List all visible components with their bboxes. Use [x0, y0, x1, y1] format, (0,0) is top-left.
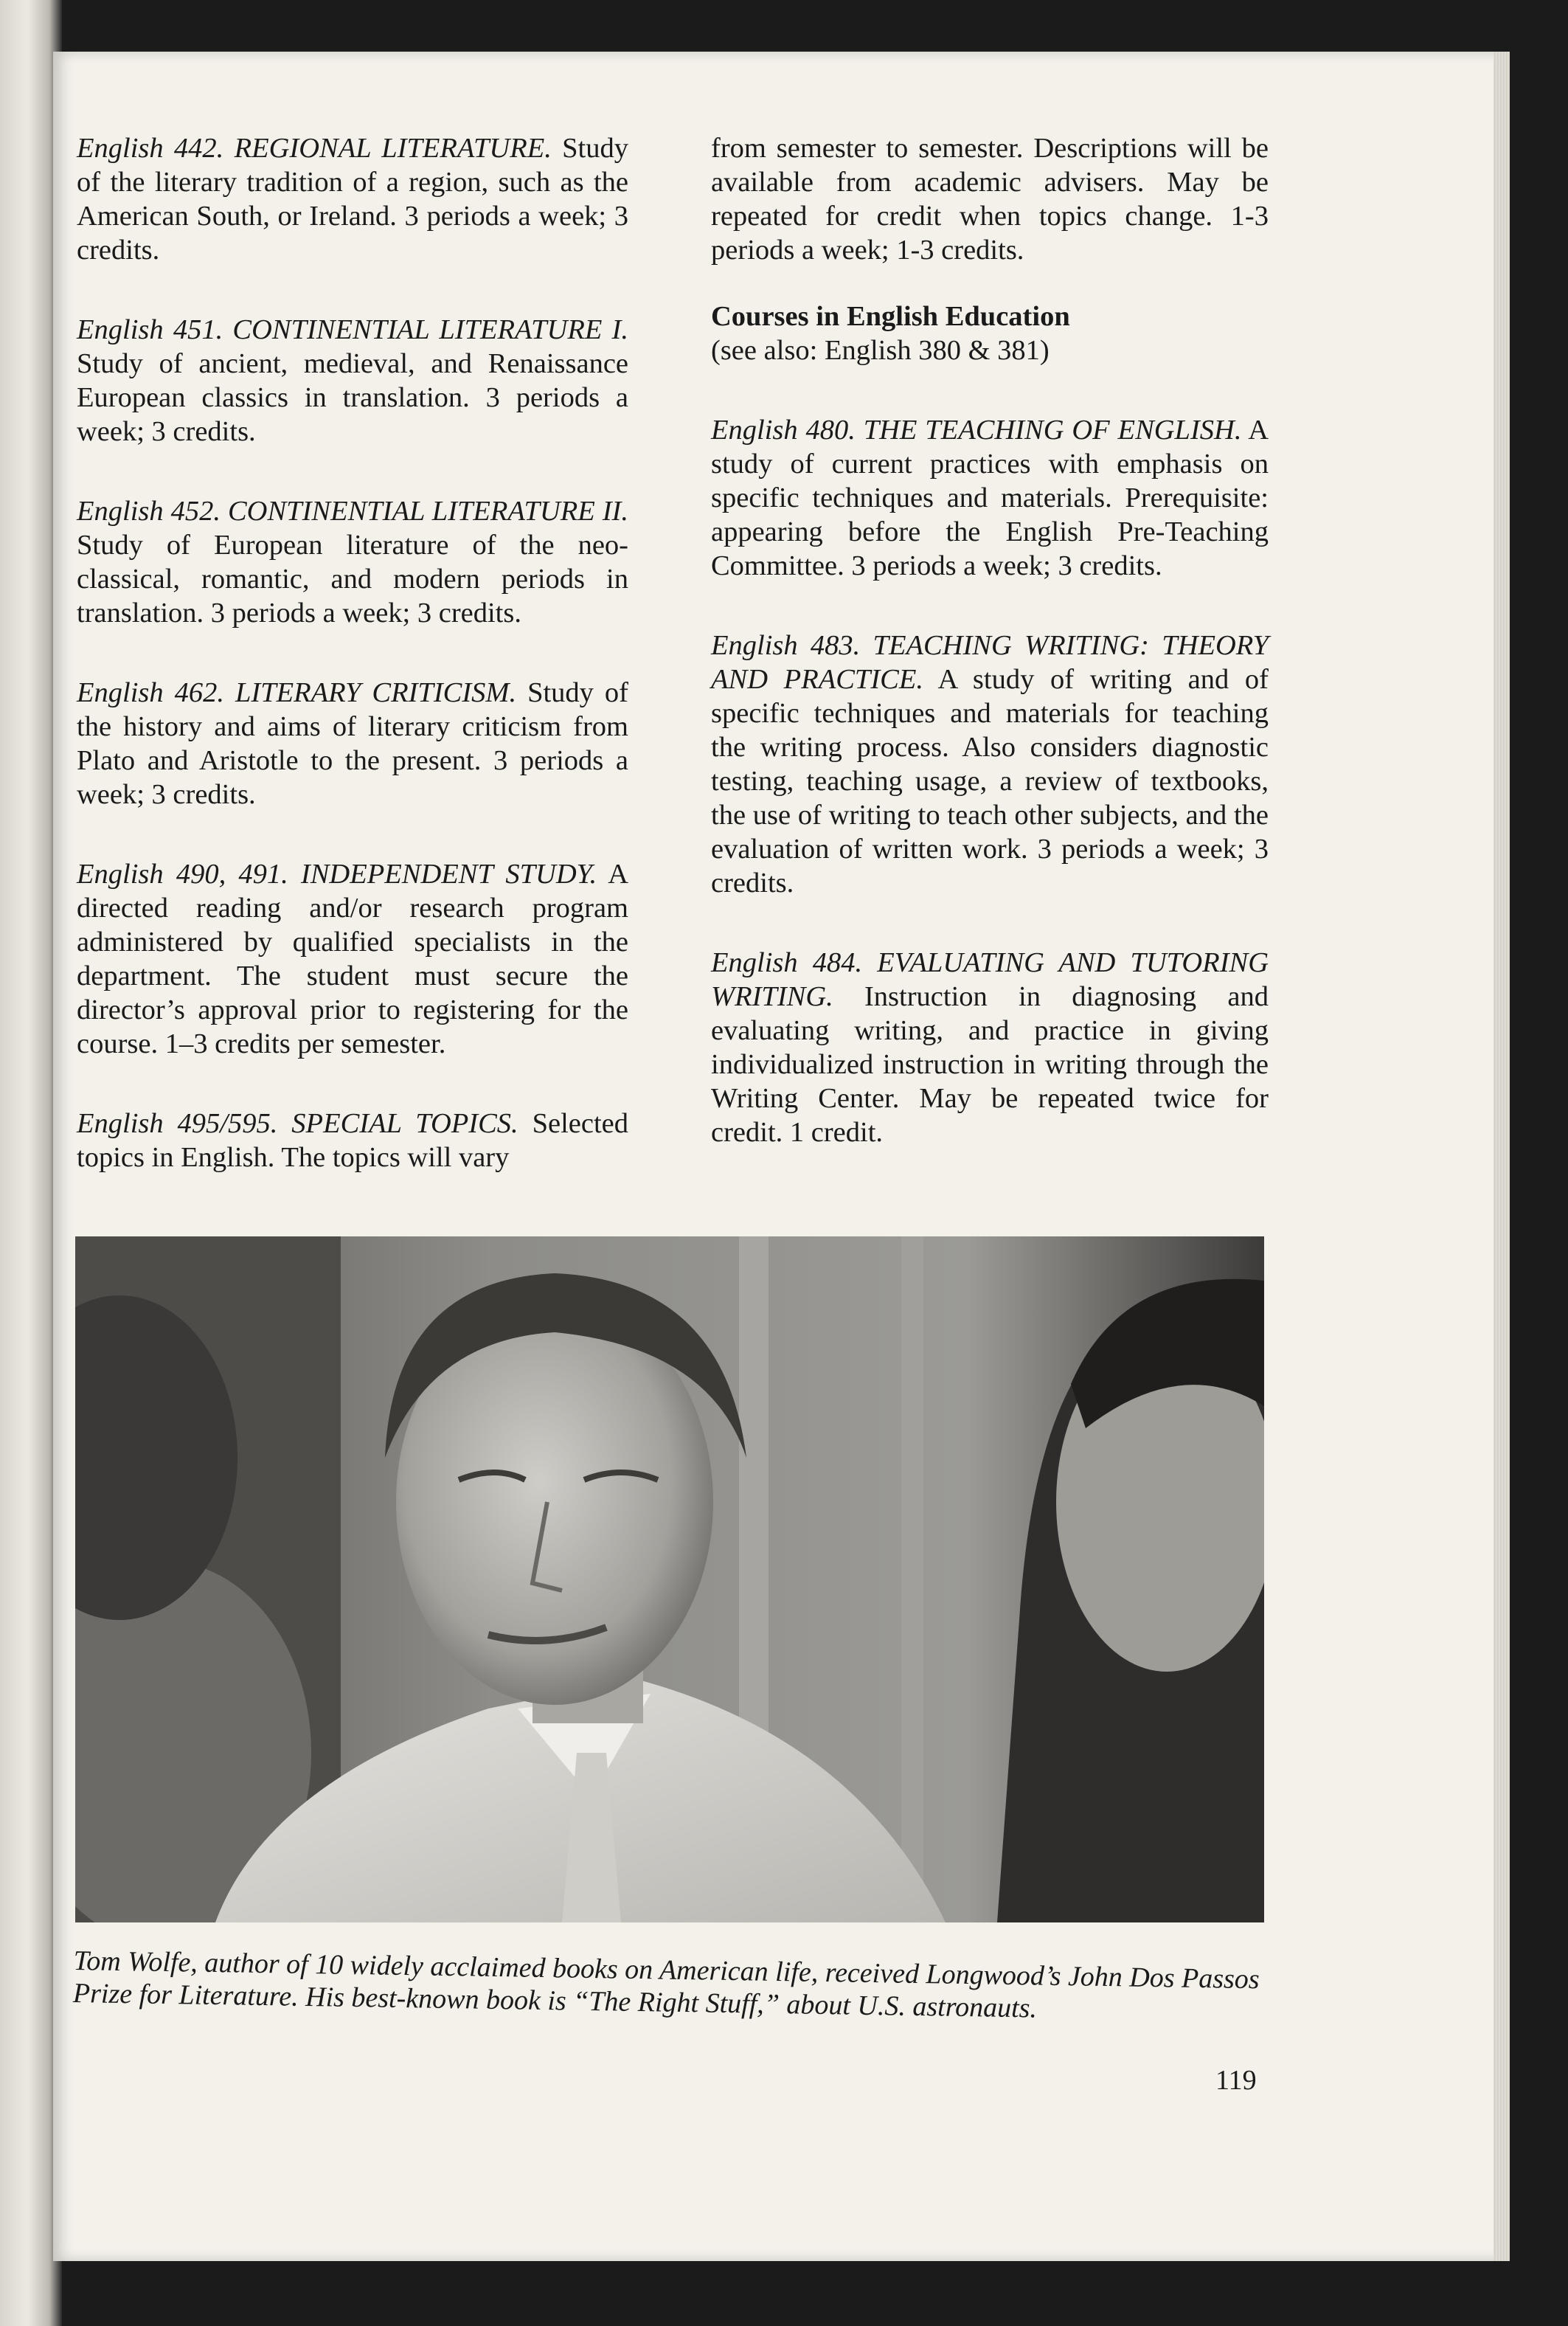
photo-tom-wolfe — [75, 1236, 1264, 1922]
course-title: English 495/595. SPECIAL TOPICS. — [77, 1108, 518, 1139]
course-entry-495-595 — [77, 1107, 628, 1174]
course-entry-483 — [711, 629, 1269, 900]
section-subheading: (see also: English 380 & 381) — [711, 335, 1050, 366]
photo-caption: Tom Wolfe, author of 10 widely acclaimed books on American life, received Longwood’s John Dos Passos Prize for Literature. His best-known book is “The Right Stuff,” about U.S. astronauts. — [72, 1945, 1260, 2024]
course-description: Study of the literary tradition of a region, such as the American South, or Ireland. 3 periods a week; 3 credits. — [77, 133, 628, 266]
course-entry-484 — [711, 946, 1269, 1149]
course-description: Selected topics in English. The topics will vary — [77, 1108, 628, 1173]
course-entry-442 — [77, 131, 628, 267]
course-entry-452 — [77, 494, 628, 630]
course-description: Study of ancient, medieval, and Renaissance European classics in translation. 3 periods a week; 3 credits. — [77, 348, 628, 447]
course-entry-480 — [711, 413, 1269, 583]
course-title: English 480. THE TEACHING OF ENGLISH. — [711, 415, 1242, 446]
course-description: Study of European literature of the neo-classical, romantic, and modern periods in translation. 3 periods a week; 3 credits. — [77, 530, 628, 629]
course-title: English 462. LITERARY CRITICISM. — [77, 677, 517, 708]
course-title: English 490, 491. INDEPENDENT STUDY. — [77, 859, 597, 890]
page-number: 119 — [1215, 2065, 1257, 2096]
course-description: A study of writing and of specific techniques and materials for teaching the writing process. Also considers diagnostic testing, teaching usage, a review of textbooks, the use of writing to teach other subjects, and the evaluation of written work. 3 periods a week; 3 credits. — [711, 664, 1269, 899]
course-description: A directed reading and/or research program administered by qualified specialists in the department. The student must secure the director’s approval prior to registering for the course. 1–3 credits per semester. — [77, 859, 628, 1059]
section-heading-block — [711, 300, 1269, 367]
continued-text: from semester to semester. Descriptions will be available from academic advisers. May be repeated for credit when topics change. 1-3 periods a week; 1-3 credits. — [711, 133, 1269, 266]
course-title: English 452. CONTINENTIAL LITERATURE II. — [77, 496, 628, 527]
course-entry-490-491 — [77, 857, 628, 1061]
course-entry-462 — [77, 676, 628, 811]
page-edge — [1494, 52, 1510, 2261]
course-description: A study of current practices with emphasis on specific techniques and materials. Prerequisite: appearing before the English Pre-Teaching Committee. 3 periods a week; 3 credits. — [711, 415, 1269, 581]
course-title: English 442. REGIONAL LITERATURE. — [77, 133, 552, 164]
right-column — [711, 131, 1269, 1195]
course-title: English 483. TEACHING WRITING: THEORY AND PRACTICE. — [711, 630, 1269, 695]
course-description: Instruction in diagnosing and evaluating writing, and practice in giving individualized instruction in writing through the Writing Center. May be repeated twice for credit. 1 credit. — [711, 981, 1269, 1148]
course-title: English 451. CONTINENTIAL LITERATURE I. — [77, 314, 628, 345]
left-column — [77, 131, 628, 1220]
course-description: Study of the history and aims of literary criticism from Plato and Aristotle to the present. 3 periods a week; 3 credits. — [77, 677, 628, 810]
course-title: English 484. EVALUATING AND TUTORING WRITING. — [711, 947, 1269, 1012]
course-entry-451 — [77, 313, 628, 449]
section-heading: Courses in English Education — [711, 301, 1070, 332]
